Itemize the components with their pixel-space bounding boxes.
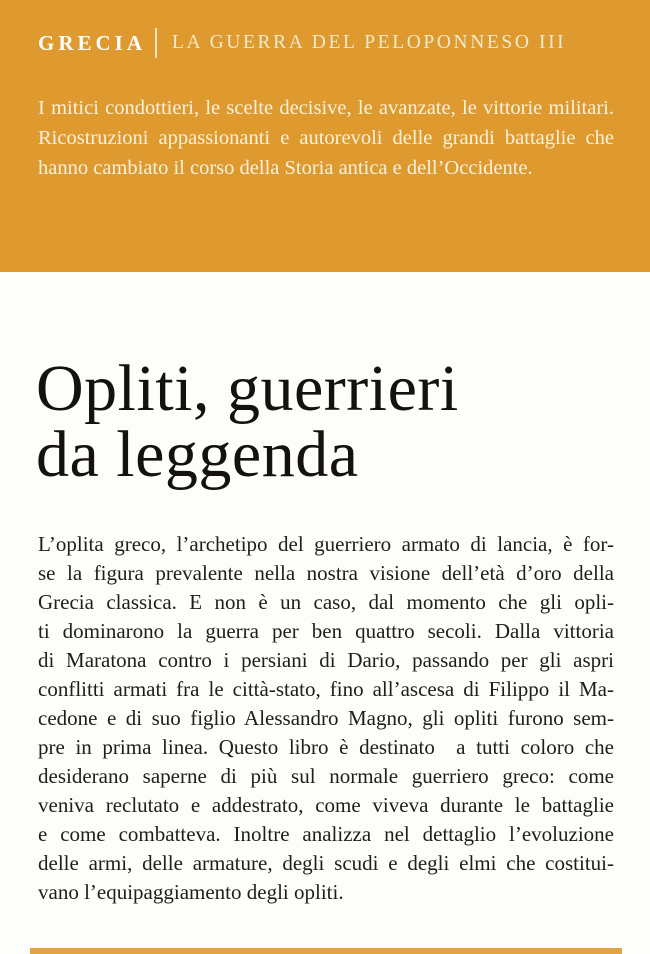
- body-line: di Maratona contro i persiani di Dario, passando per gli aspri: [38, 648, 614, 672]
- body-line: pre in prima linea. Questo libro è destinato a tutti coloro che: [38, 735, 614, 759]
- article-title-line: da leggenda: [36, 418, 359, 491]
- body-line: veniva reclutato e addestrato, come viveva durante le battaglie: [38, 793, 614, 817]
- article-body: [38, 530, 614, 907]
- section-kicker: GRECIA: [38, 30, 147, 55]
- deck-line: I mitici condottieri, le scelte decisive, le avanzate, le vittorie militari.: [38, 97, 614, 119]
- section-banner: [0, 0, 650, 272]
- bottom-accent-bar: [30, 948, 622, 954]
- article-title-line: Opliti, guerrieri: [36, 352, 459, 425]
- body-line: delle armi, delle armature, degli scudi e degli elmi che costitui-: [38, 851, 614, 875]
- body-line: Grecia classica. E non è un caso, dal momento che gli opli-: [38, 590, 614, 614]
- article-title: [36, 352, 459, 491]
- body-line: desiderano saperne di più sul normale guerriero greco: come: [38, 764, 614, 788]
- header-divider-line: [155, 28, 157, 58]
- deck-line: hanno cambiato il corso della Storia antica e dell’Occidente.: [38, 157, 533, 179]
- body-line: e come combatteva. Inoltre analizza nel dettaglio l’evoluzione: [38, 822, 614, 846]
- body-line: vano l’equipaggiamento degli opliti.: [38, 880, 344, 904]
- series-title: LA GUERRA DEL PELOPONNESO III: [172, 32, 567, 53]
- deck-text: [38, 93, 614, 183]
- body-line: se la figura prevalente nella nostra visione dell’età d’oro della: [38, 561, 614, 585]
- body-line: L’oplita greco, l’archetipo del guerriero armato di lancia, è for-: [38, 532, 614, 556]
- deck-line: Ricostruzioni appassionanti e autorevoli delle grandi battaglie che: [38, 127, 614, 149]
- section-header-row: [38, 28, 620, 58]
- body-line: ti dominarono la guerra per ben quattro secoli. Dalla vittoria: [38, 619, 614, 643]
- body-line: cedone e di suo figlio Alessandro Magno, gli opliti furono sem-: [38, 706, 614, 730]
- body-line: conflitti armati fra le città-stato, fino all’ascesa di Filippo il Ma-: [38, 677, 614, 701]
